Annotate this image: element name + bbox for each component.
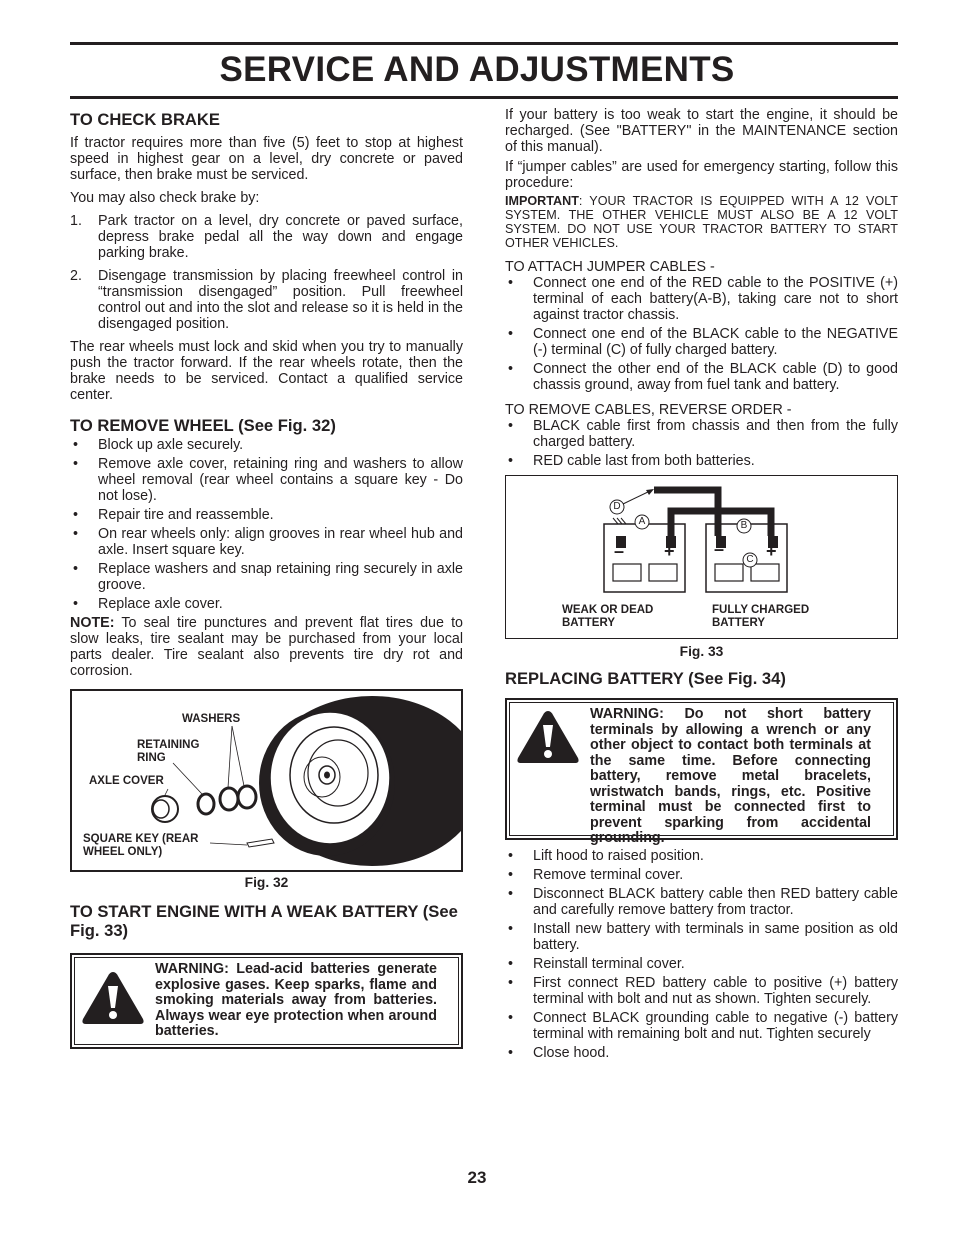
- weak-battery-label: WEAK OR DEAD BATTERY: [562, 604, 654, 629]
- list-item: [505, 1045, 898, 1061]
- list-item: [505, 956, 898, 972]
- full-battery-label: FULLY CHARGED BATTERY: [712, 604, 810, 629]
- full-minus-sign: –: [714, 539, 725, 559]
- bullet: •: [508, 453, 514, 469]
- important-label: IMPORTANT: [505, 194, 579, 208]
- list-item: [505, 848, 898, 864]
- list-item-text: Replace washers and snap retaining ring securely in axle groove.: [98, 561, 463, 593]
- bullet: •: [73, 526, 79, 542]
- check-brake-step: [70, 213, 463, 261]
- bullet: •: [73, 456, 79, 472]
- fig33-caption: Fig. 33: [679, 644, 724, 659]
- bullet: •: [508, 1045, 514, 1061]
- title-rule: [70, 96, 898, 99]
- list-item: [70, 507, 463, 523]
- remove-wheel-heading: TO REMOVE WHEEL (See Fig. 32): [70, 416, 336, 435]
- list-item-text: Disconnect BLACK battery cable then RED battery cable and carefully remove battery from tractor.: [533, 886, 898, 918]
- label-b: B: [740, 520, 748, 531]
- check-brake-also: You may also check brake by:: [70, 190, 260, 206]
- check-brake-step: [70, 268, 463, 332]
- bullet: •: [73, 596, 79, 612]
- note-label: NOTE:: [70, 615, 115, 631]
- step-number: 1.: [70, 213, 82, 229]
- bullet: •: [508, 921, 514, 937]
- label-c: C: [746, 554, 754, 565]
- remove-wheel-list: [70, 437, 463, 612]
- label-a: A: [638, 516, 646, 527]
- list-item: [505, 418, 898, 450]
- right-column: [505, 107, 898, 469]
- bullet: •: [508, 418, 514, 434]
- bullet: •: [73, 507, 79, 523]
- check-brake-steps: [70, 213, 463, 332]
- list-item: [70, 437, 463, 453]
- list-item: [505, 886, 898, 918]
- important-text: : YOUR TRACTOR IS EQUIPPED WITH A 12 VOLT SYSTEM. THE OTHER VEHICLE MUST ALSO BE A 12 VOLT SYSTEM. DO NOT USE YOUR TRACTOR BATTERY TO START OTHER VEHICLES.: [505, 194, 898, 250]
- bullet: •: [508, 361, 514, 377]
- bullet: •: [508, 848, 514, 864]
- remove-heading: TO REMOVE CABLES, REVERSE ORDER -: [505, 402, 792, 418]
- bullet: •: [508, 1010, 514, 1026]
- list-item-text: Lift hood to raised position.: [533, 848, 704, 864]
- list-item-text: On rear wheels only: align grooves in rear wheel hub and axle. Insert square key.: [98, 526, 463, 558]
- warning-text: : Lead-acid batteries generate explosive gases. Keep sparks, flame and smoking materials away from batteries. Always wear eye protection when around batteries.: [155, 961, 437, 1039]
- list-item-text: First connect RED battery cable to positive (+) battery terminal with bolt and nut as shown. Tighten securely.: [533, 975, 898, 1007]
- weak-minus-sign: –: [614, 541, 625, 561]
- list-item: [70, 596, 463, 612]
- list-item: [505, 1010, 898, 1042]
- check-brake-intro: If tractor requires more than five (5) feet to stop at highest speed in highest gear on a level, dry concrete or paved surface, then brake must be serviced.: [70, 135, 463, 183]
- bullet: •: [508, 886, 514, 902]
- list-item: [70, 526, 463, 558]
- list-item-text: Repair tire and reassemble.: [98, 507, 274, 523]
- warning-icon: [515, 708, 581, 766]
- step-number: 2.: [70, 268, 82, 284]
- bullet: •: [508, 867, 514, 883]
- bullet: •: [508, 275, 514, 291]
- important-notice: [505, 194, 898, 250]
- terminal-short-warning: WARNING: Do not short battery terminals by allowing a wrench or any other object to contact both terminals at the same time. Before connecting battery, remove metal bracelets, wristwatch bands, rings, etc. Positive terminal must be connected first to prevent sparking from accidental grounding.: [590, 706, 871, 846]
- step-text: Disengage transmission by placing freewheel control in “transmission disengaged” position. Pull freewheel control out and into the slot and release so it is held in the disengaged position.: [98, 268, 463, 332]
- bullet: •: [508, 956, 514, 972]
- terminal-short-warning-box: [505, 698, 898, 846]
- full-plus-sign: +: [766, 541, 777, 561]
- replacing-steps-list: [505, 848, 898, 1061]
- attach-list: [505, 275, 898, 393]
- list-item: [505, 867, 898, 883]
- list-item-text: Remove terminal cover.: [533, 867, 684, 883]
- retaining-ring-label: RETAINING RING: [137, 739, 200, 764]
- list-item: [70, 561, 463, 593]
- replacing-battery-heading: REPLACING BATTERY (See Fig. 34): [505, 669, 786, 688]
- top-rule: [70, 42, 898, 45]
- list-item-text: Close hood.: [533, 1045, 610, 1061]
- weak-battery-heading: TO START ENGINE WITH A WEAK BATTERY (See Fig. 33): [70, 902, 458, 940]
- bullet: •: [73, 561, 79, 577]
- warning-icon: [80, 969, 146, 1027]
- list-item-text: Replace axle cover.: [98, 596, 223, 612]
- list-item-text: Connect one end of the RED cable to the POSITIVE (+) terminal of each battery(A-B), taking care not to short against tractor chassis.: [533, 275, 898, 323]
- list-item-text: Connect BLACK grounding cable to negative (-) battery terminal with remaining bolt and nut. Tighten securely: [533, 1010, 898, 1042]
- list-item-text: Reinstall terminal cover.: [533, 956, 685, 972]
- list-item: [505, 361, 898, 393]
- list-item-text: Connect the other end of the BLACK cable (D) to good chassis ground, away from fuel tank and battery.: [533, 361, 898, 393]
- page-title: SERVICE AND ADJUSTMENTS: [219, 50, 735, 89]
- tire-sealant-note: [70, 615, 463, 679]
- list-item-text: BLACK cable first from chassis and then from the fully charged battery.: [533, 418, 898, 450]
- washers-label: WASHERS: [182, 713, 241, 725]
- recharge-intro: If your battery is too weak to start the engine, it should be recharged. (See "BATTERY" in the MAINTENANCE section of this manual).: [505, 107, 898, 155]
- list-item: [505, 975, 898, 1007]
- list-item-text: Remove axle cover, retaining ring and washers to allow wheel removal (rear wheel contains a square key - Do not lose).: [98, 456, 463, 504]
- jumper-intro: If “jumper cables” are used for emergency starting, follow this procedure:: [505, 159, 898, 191]
- bullet: •: [508, 975, 514, 991]
- page-number: 23: [467, 1168, 487, 1187]
- explosive-gas-warning-box: [70, 953, 463, 1049]
- list-item: [505, 326, 898, 358]
- list-item: [70, 456, 463, 504]
- bullet: •: [73, 437, 79, 453]
- check-brake-closing: The rear wheels must lock and skid when you try to manually push the tractor forward. If the rear wheels rotate, then the brake needs to be serviced. Contact a qualified service center.: [70, 339, 463, 403]
- list-item-text: Block up axle securely.: [98, 437, 244, 453]
- left-column: [70, 110, 463, 679]
- weak-plus-sign: +: [664, 541, 675, 561]
- list-item: [505, 921, 898, 953]
- list-item: [505, 275, 898, 323]
- explosive-gas-warning: [155, 962, 437, 1040]
- axle-cover-label: AXLE COVER: [89, 775, 164, 787]
- list-item: [505, 453, 898, 469]
- step-text: Park tractor on a level, dry concrete or paved surface, depress brake pedal all the way down and engage parking brake.: [98, 213, 463, 261]
- fig32-diagram: [70, 689, 463, 872]
- square-key-label: SQUARE KEY (REAR WHEEL ONLY): [83, 833, 199, 858]
- bullet: •: [508, 326, 514, 342]
- list-item-text: Connect one end of the BLACK cable to the NEGATIVE (-) terminal (C) of fully charged battery.: [533, 326, 898, 358]
- attach-heading: TO ATTACH JUMPER CABLES -: [505, 259, 715, 275]
- check-brake-heading: TO CHECK BRAKE: [70, 110, 220, 129]
- note-text: To seal tire punctures and prevent flat tires due to slow leaks, tire sealant may be purchased from your local parts dealer. Tire sealant also prevents tire dry rot and corrosion.: [70, 615, 463, 679]
- warning-label: WARNING: [155, 961, 225, 977]
- fig33-diagram: [505, 475, 898, 639]
- list-item-text: RED cable last from both batteries.: [533, 453, 755, 469]
- remove-list: [505, 418, 898, 469]
- label-d: D: [613, 501, 621, 512]
- list-item-text: Install new battery with terminals in same position as old battery.: [533, 921, 898, 953]
- fig32-caption: Fig. 32: [244, 875, 289, 890]
